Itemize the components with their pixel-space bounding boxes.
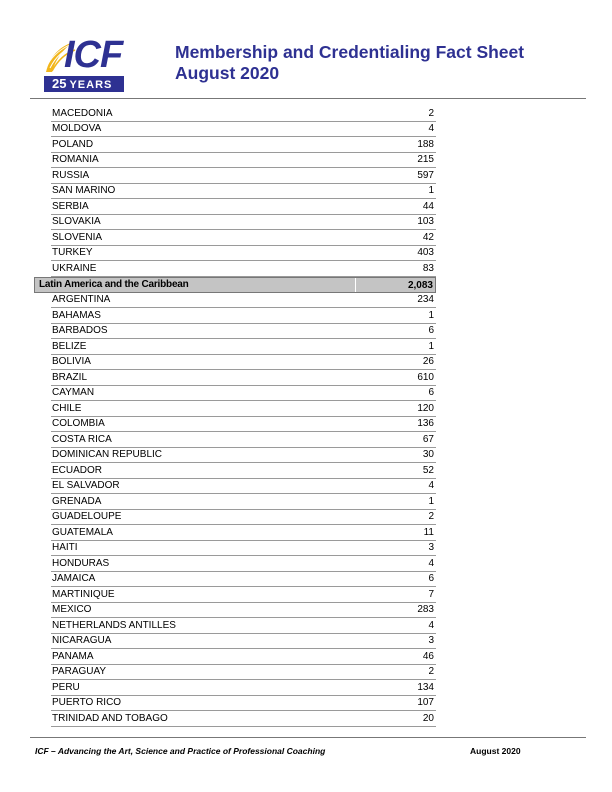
member-count: 403: [417, 247, 434, 259]
table-row: [51, 711, 436, 727]
table-row: [51, 168, 436, 184]
member-count: 2: [428, 107, 434, 119]
table-row: [51, 153, 436, 169]
country-name: BAHAMAS: [52, 309, 101, 321]
member-count: 1: [428, 340, 434, 352]
country-name: JAMAICA: [52, 573, 96, 585]
table-row: [51, 634, 436, 650]
table-row: [51, 525, 436, 541]
member-count: 1: [428, 495, 434, 507]
title-line-2: August 2020: [175, 63, 280, 83]
country-name: TRINIDAD AND TOBAGO: [52, 712, 168, 724]
member-count: 188: [417, 138, 434, 150]
member-count: 283: [417, 604, 434, 616]
table-row: [51, 401, 436, 417]
member-count: 2: [428, 511, 434, 523]
country-name: COSTA RICA: [52, 433, 112, 445]
country-name: GUADELOUPE: [52, 511, 122, 523]
table-row: [51, 293, 436, 309]
country-name: BOLIVIA: [52, 356, 91, 368]
table-row: [51, 510, 436, 526]
member-count: 4: [428, 123, 434, 135]
table-row: [51, 215, 436, 231]
member-count: 3: [428, 635, 434, 647]
country-name: TURKEY: [52, 247, 93, 259]
title-line-1: Membership and Credentialing Fact Sheet: [175, 42, 525, 62]
country-name: CHILE: [52, 402, 82, 414]
table-row: [51, 448, 436, 464]
member-count: 6: [428, 387, 434, 399]
table-row: [51, 463, 436, 479]
table-row: [51, 308, 436, 324]
logo-anniversary-band: [44, 76, 124, 92]
table-row: [51, 541, 436, 557]
country-name: SAN MARINO: [52, 185, 116, 197]
country-name: PANAMA: [52, 650, 94, 662]
table-row: [51, 106, 436, 122]
logo-text: ICF: [64, 34, 123, 76]
table-row: [51, 587, 436, 603]
region-total: 2,083: [355, 278, 435, 292]
country-name: BELIZE: [52, 340, 87, 352]
table-row: [51, 184, 436, 200]
table-row: [51, 339, 436, 355]
table-row: [51, 680, 436, 696]
member-count: 83: [422, 262, 434, 274]
country-name: MEXICO: [52, 604, 92, 616]
country-name: MOLDOVA: [52, 123, 102, 135]
member-count: 136: [417, 418, 434, 430]
table-row: [51, 432, 436, 448]
member-count: 46: [422, 650, 434, 662]
membership-table: [34, 106, 436, 727]
footer-divider: [30, 737, 586, 738]
table-row: [51, 137, 436, 153]
table-row: [51, 199, 436, 215]
table-row: [51, 649, 436, 665]
country-name: EL SALVADOR: [52, 480, 120, 492]
country-name: POLAND: [52, 138, 94, 150]
table-row: [51, 696, 436, 712]
country-name: RUSSIA: [52, 169, 90, 181]
member-count: 103: [417, 216, 434, 228]
footer-tagline: ICF – Advancing the Art, Science and Practice of Professional Coaching: [35, 746, 326, 756]
member-count: 1: [428, 309, 434, 321]
member-count: 42: [422, 231, 434, 243]
region-row: [34, 277, 436, 293]
footer-date: August 2020: [470, 746, 521, 756]
country-name: HONDURAS: [52, 557, 110, 569]
country-name: MARTINIQUE: [52, 588, 115, 600]
member-count: 6: [428, 573, 434, 585]
member-count: 67: [422, 433, 434, 445]
table-row: [51, 324, 436, 340]
member-count: 4: [428, 557, 434, 569]
member-count: 610: [417, 371, 434, 383]
logo-band-text: YEARS: [69, 79, 113, 91]
member-count: 2: [428, 666, 434, 678]
country-name: HAITI: [52, 542, 78, 554]
member-count: 7: [428, 588, 434, 600]
member-count: 107: [417, 697, 434, 709]
member-count: 215: [417, 154, 434, 166]
member-count: 6: [428, 325, 434, 337]
member-count: 1: [428, 185, 434, 197]
table-row: [51, 122, 436, 138]
country-name: SERBIA: [52, 200, 89, 212]
country-name: SLOVAKIA: [52, 216, 101, 228]
page-title: [175, 42, 524, 84]
country-name: PERU: [52, 681, 80, 693]
country-name: MACEDONIA: [52, 107, 113, 119]
country-name: PARAGUAY: [52, 666, 107, 678]
member-count: 3: [428, 542, 434, 554]
country-name: BRAZIL: [52, 371, 88, 383]
country-name: SLOVENIA: [52, 231, 103, 243]
member-count: 134: [417, 681, 434, 693]
table-row: [51, 417, 436, 433]
table-row: [51, 603, 436, 619]
country-name: GUATEMALA: [52, 526, 113, 538]
table-row: [51, 572, 436, 588]
country-name: GRENADA: [52, 495, 102, 507]
member-count: 26: [422, 356, 434, 368]
country-name: COLOMBIA: [52, 418, 105, 430]
member-count: 234: [417, 294, 434, 306]
country-name: NETHERLANDS ANTILLES: [52, 619, 176, 631]
member-count: 4: [428, 619, 434, 631]
table-row: [51, 479, 436, 495]
region-name: Latin America and the Caribbean: [39, 279, 189, 290]
table-row: [51, 494, 436, 510]
table-row: [51, 230, 436, 246]
table-row: [51, 370, 436, 386]
country-name: ECUADOR: [52, 464, 103, 476]
country-name: DOMINICAN REPUBLIC: [52, 449, 163, 461]
member-count: 4: [428, 480, 434, 492]
country-name: NICARAGUA: [52, 635, 112, 647]
table-row: [51, 386, 436, 402]
member-count: 52: [422, 464, 434, 476]
country-name: ROMANIA: [52, 154, 99, 166]
country-name: ARGENTINA: [52, 294, 111, 306]
member-count: 120: [417, 402, 434, 414]
country-name: BARBADOS: [52, 325, 108, 337]
member-count: 11: [423, 526, 434, 538]
member-count: 30: [422, 449, 434, 461]
member-count: 20: [422, 712, 434, 724]
country-name: CAYMAN: [52, 387, 95, 399]
member-count: 44: [422, 200, 434, 212]
header-divider: [30, 98, 586, 99]
country-name: UKRAINE: [52, 262, 97, 274]
member-count: 597: [417, 169, 434, 181]
icf-logo: [40, 34, 128, 94]
table-row: [51, 246, 436, 262]
table-row: [51, 665, 436, 681]
table-row: [51, 556, 436, 572]
table-row: [51, 618, 436, 634]
table-row: [51, 261, 436, 277]
logo-band-number: 25: [52, 76, 67, 91]
table-row: [51, 355, 436, 371]
country-name: PUERTO RICO: [52, 697, 122, 709]
